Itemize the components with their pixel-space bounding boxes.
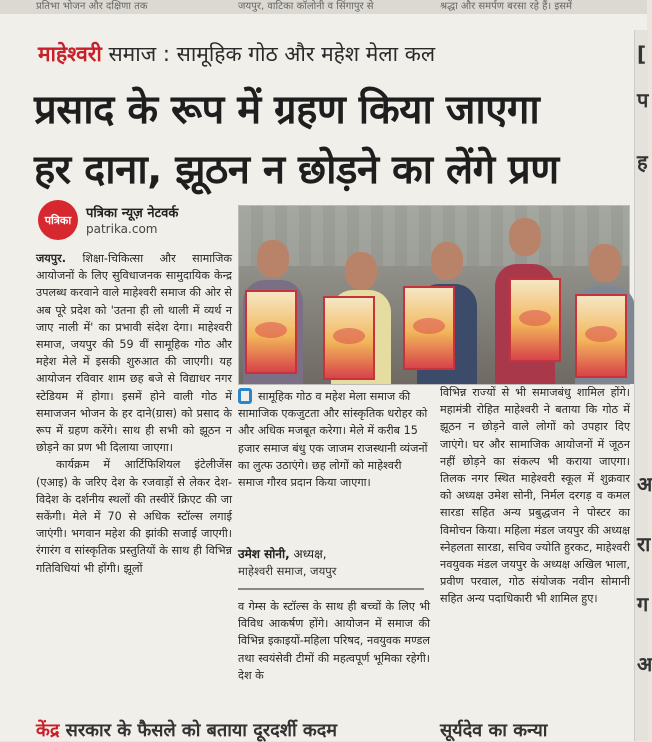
patrika-logo: पत्रिका bbox=[38, 200, 78, 240]
next-headline-left-highlight: केंद्र bbox=[36, 720, 60, 741]
quote-speaker-org: माहेश्वरी समाज, जयपुर bbox=[238, 564, 337, 578]
quote-speaker-role: अध्यक्ष, bbox=[289, 547, 327, 561]
article-kicker bbox=[38, 40, 435, 68]
col1-paragraph-2: कार्यक्रम में आर्टिफिशियल इंटेलीजेंस (एआइ) के जरिए देश के रजवाड़ों से लेकर देश-विदेश के दर्शनीय स्थलों की तस्वीरें क्रिएट की जा सकेंगी। मेले में 70 से अधिक स्टॉल्स लगाई जाएंगी। भगवान महेश की झांकी सजाई जाएगी। रंगारंग व सांस्कृतिक प्रस्तुतियों के साथ ही विभिन्न गतिविधियां भी होंगी। झूलों bbox=[36, 458, 232, 575]
photo-poster-5 bbox=[575, 294, 627, 378]
col1-paragraph-1: शिक्षा-चिकित्सा और सामाजिक आयोजनों के लिए सुविधाजनक सामुदायिक केन्द्र उपलब्ध करवाने वाले माहेश्वरी समाज की ओर से अब पूरे प्रदेश को 'उतना ही लो थाली में व्यर्थ न जाए नाली में' का प्रभावी संदेश देगा। माहेश्वरी समाज, जयपुर की 59 वीं सामूहिक गोठ और महेश मेले में इसकी शुरुआत की जाएगी। यह आयोजन रविवार शाम छह बजे से विद्याधर नगर स्टेडियम में होगा। इसमें होने वाली गोठ में समाजजन भोजन के हर दाने(ग्रास) को प्रसाद के रूप में ग्रहण करेंगे। साथ ही सभी को झूठन न छोड़ने का प्रण भी दिलाया जाएगा। bbox=[36, 252, 232, 455]
edge-char-1: [ bbox=[637, 42, 647, 66]
strip-text-mid: जयपुर, वाटिका कॉलोनी व सिंगापुर से bbox=[238, 1, 374, 12]
headline-line-2: हर दाना, झूठन न छोड़ने का लेंगे प्रण bbox=[34, 147, 559, 193]
quote-text: सामूहिक गोठ व महेश मेला समाज की सामाजिक एकजुटता और सांस्कृतिक धरोहर को और अधिक मजबूत करेगा। मेले में करीब 15 हजार समाज बंधु एक जाजम राजस्थानी व्यंजनों का लुत्फ उठाएंगे। छह लोगों को माहेश्वरी समाज गौरव प्रदान किया जाएगा। bbox=[238, 390, 428, 490]
edge-char-7: अ bbox=[637, 652, 652, 676]
photo-poster-2 bbox=[323, 296, 375, 380]
edge-char-3: ह bbox=[637, 150, 648, 174]
kicker-highlight: माहेश्वरी bbox=[38, 42, 102, 66]
next-headline-left bbox=[36, 718, 337, 742]
article-column-2: व गेम्स के स्टॉल्स के साथ ही बच्चों के लिए भी विविध आकर्षण होंगे। आयोजन में समाज की विभिन्न इकाइयों-महिला परिषद, नवयुवक मण्डल तथा स्वयंसेवी टीमों की महत्वपूर्ण भूमिका रहेगी। देश के bbox=[238, 600, 430, 682]
photo-poster-3 bbox=[403, 286, 455, 370]
quote-bubble-icon bbox=[238, 388, 252, 404]
article-column-1 bbox=[36, 250, 232, 577]
strip-text-right: श्रद्धा और समर्पण बरसा रहे हैं। इसमें bbox=[440, 1, 573, 12]
photo-poster-1 bbox=[245, 290, 297, 374]
strip-text-left: प्रतिभा भोजन और दक्षिणा तक bbox=[36, 1, 148, 12]
quote-divider bbox=[238, 588, 424, 590]
byline-network: पत्रिका न्यूज़ नेटवर्क bbox=[86, 206, 179, 221]
article-column-3: विभिन्न राज्यों से भी समाजबंधु शामिल होंगे। महामंत्री रोहित माहेश्वरी ने बताया कि गोठ में झूठन न छोड़ने वाले लोगों को उपहार दिए जाएंगे। घर और सामाजिक आयोजनों में जूठन नहीं छोड़ने का संकल्प भी कराया जाएगा। तिलक नगर स्थित माहेश्वरी स्कूल में शुक्रवार को अध्यक्ष उमेश सोनी, निर्मल दरगड़ व कमल सारडा सहित अन्य प्रबुद्धजन ने पोस्टर का विमोचन किया। महिला मंडल जयपुर की अध्यक्ष स्नेहलता सारडा, सचिव ज्योति हुरकट, माहेश्वरी नवयुवक मंडल जयपुर के अध्यक्ष अखिल भाला, प्रवीण परवाल, गोठ संयोजक नवीन सोमानी सहित अन्य पदाधिकारी भी शामिल हुए। bbox=[440, 386, 630, 606]
byline-site: patrika.com bbox=[86, 222, 158, 236]
headline-line-1: प्रसाद के रूप में ग्रहण किया जाएगा bbox=[34, 87, 540, 133]
quote-speaker bbox=[238, 545, 327, 562]
quote-speaker-name: उमेश सोनी, bbox=[238, 547, 290, 561]
next-headline-left-rest: सरकार के फैसले को बताया दूरदर्शी कदम bbox=[59, 720, 338, 741]
news-photo bbox=[238, 205, 630, 385]
adjacent-column-edge bbox=[634, 30, 652, 741]
edge-char-6: ग bbox=[637, 592, 649, 616]
dateline: जयपुर. bbox=[36, 252, 66, 265]
edge-char-4: अ bbox=[637, 472, 652, 496]
edge-char-5: रा bbox=[637, 532, 651, 556]
edge-char-2: प bbox=[637, 88, 649, 112]
kicker-rest: समाज : सामूहिक गोठ और महेश मेला कल bbox=[101, 42, 436, 66]
next-headline-right: सूर्यदेव का कन्या bbox=[440, 720, 548, 741]
photo-poster-4 bbox=[509, 278, 561, 362]
previous-article-strip bbox=[0, 0, 647, 14]
